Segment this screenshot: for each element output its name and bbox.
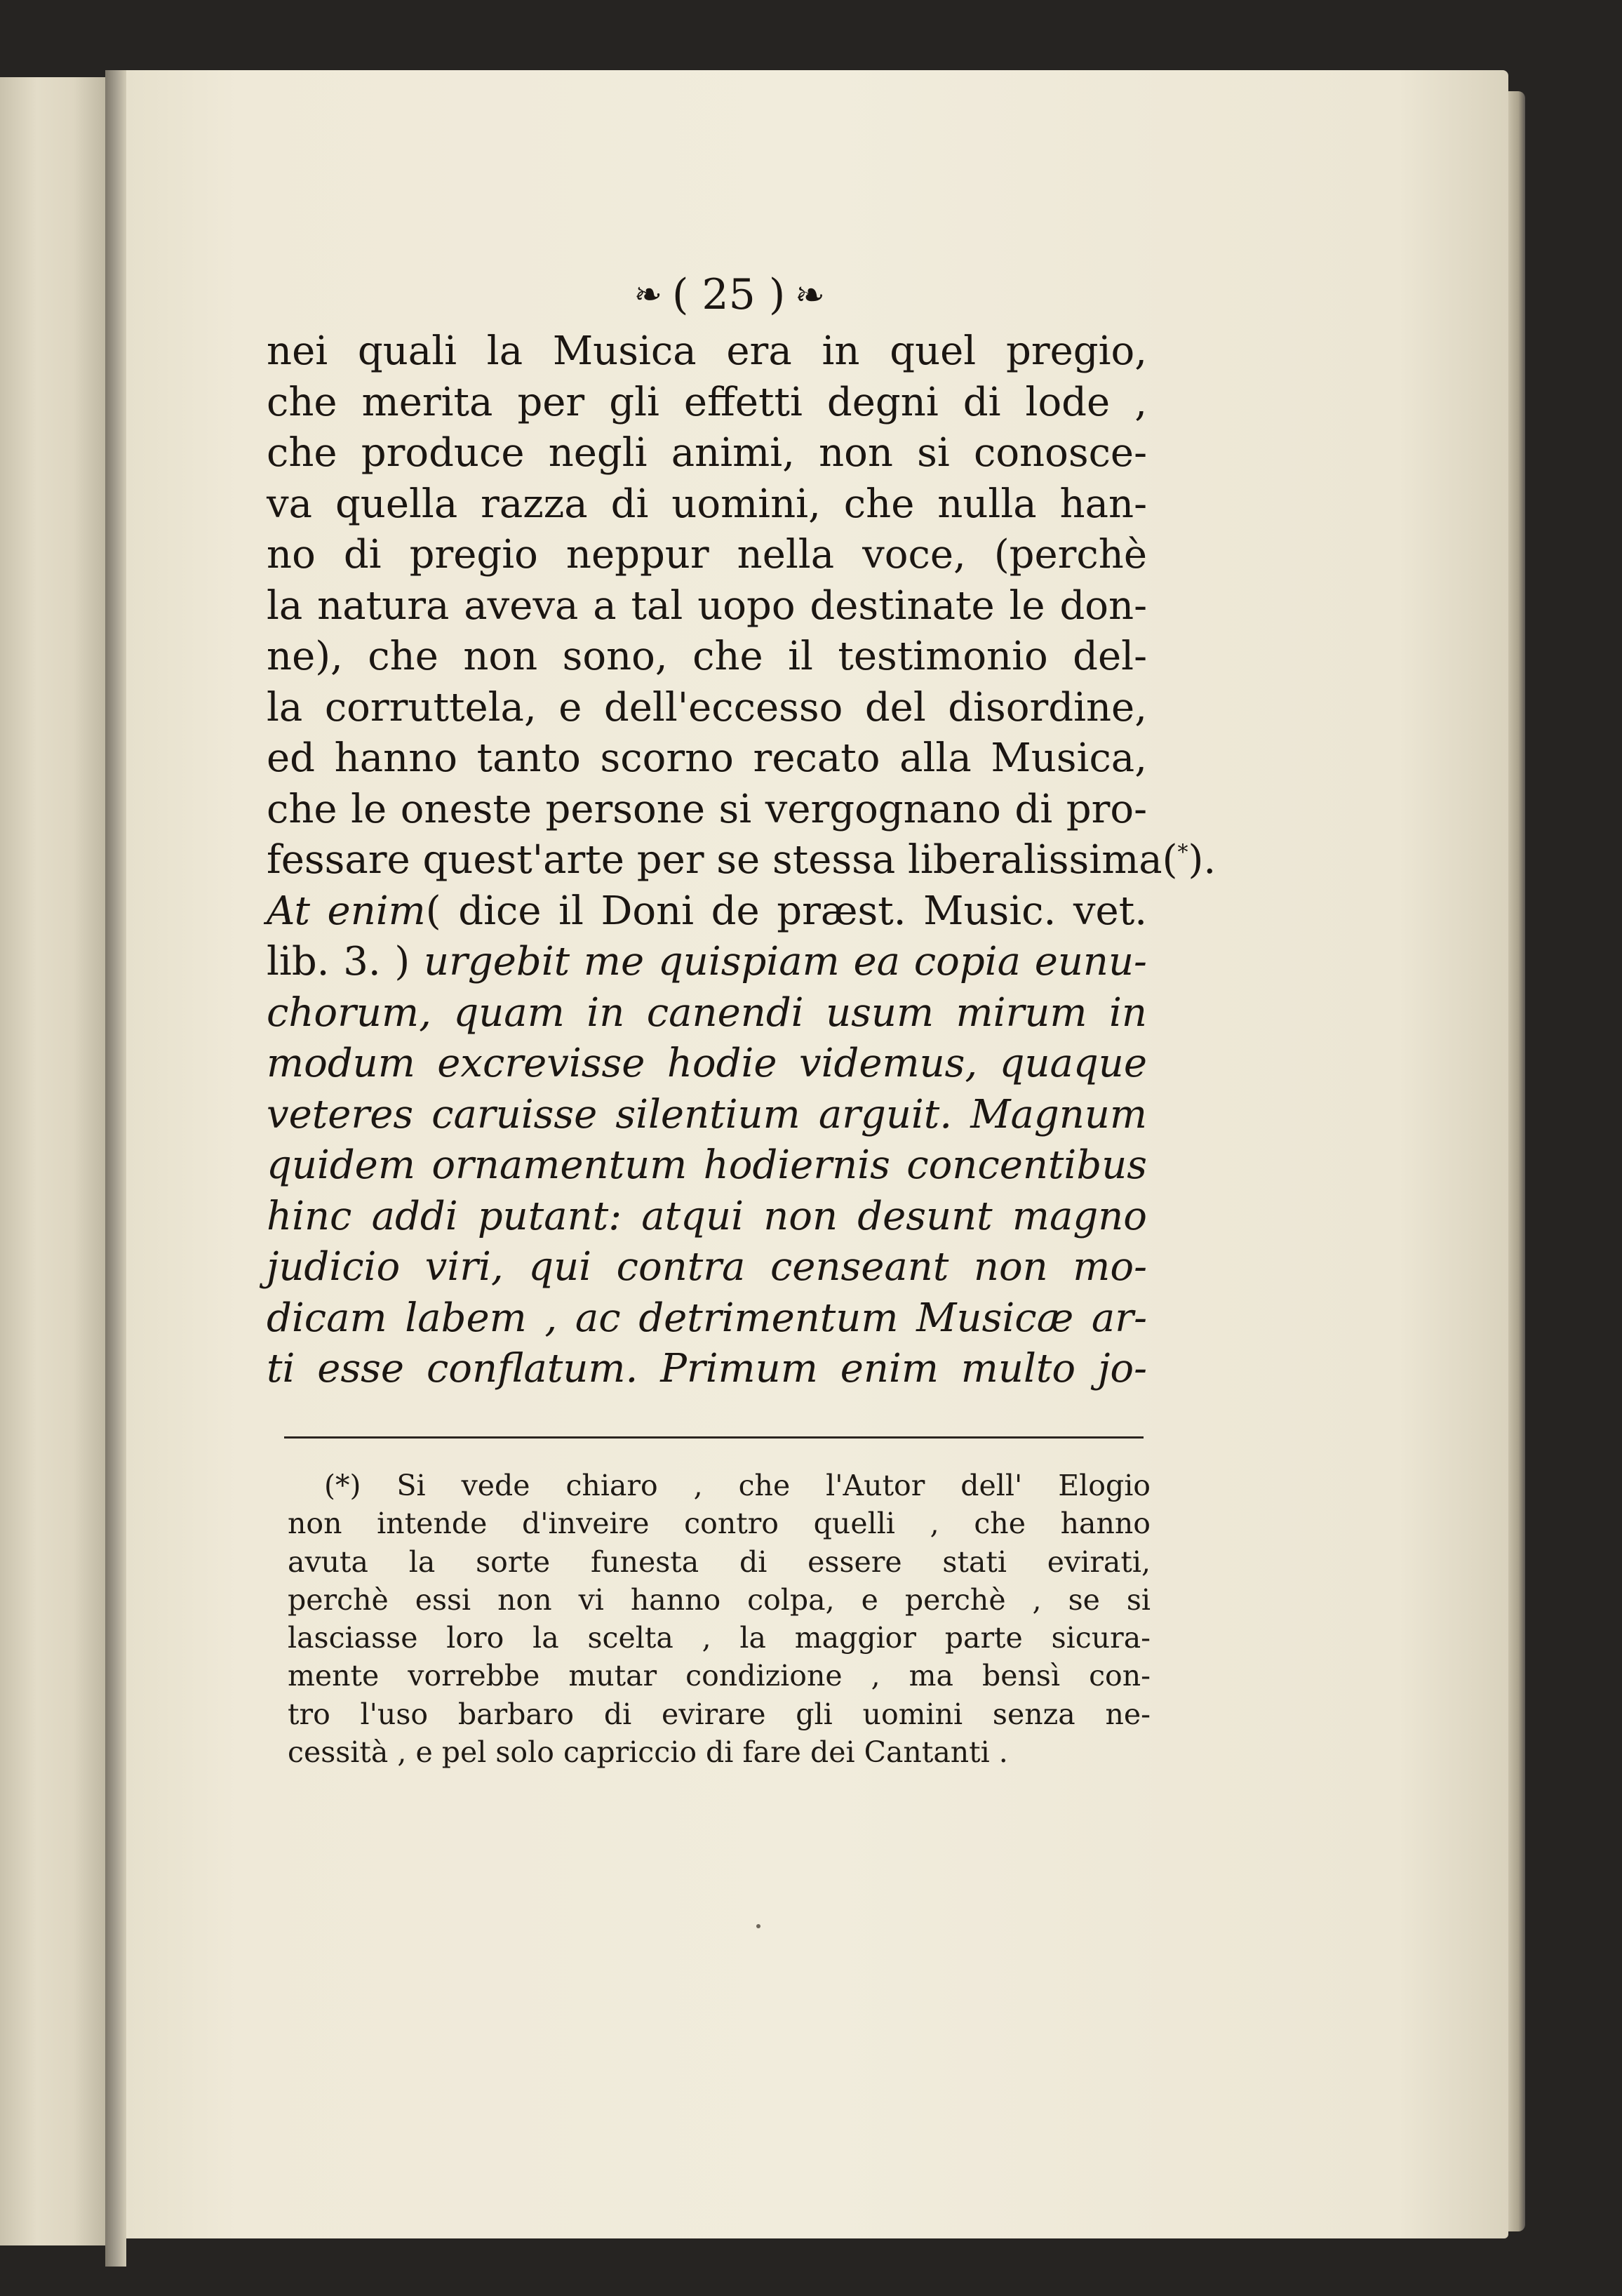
text-line: va quella razza di uomini, che nulla han- <box>267 481 1147 527</box>
italic-line: modum excrevisse hodie videmus, quaque <box>267 1041 1147 1086</box>
right-fleuron-icon: ☙ <box>795 275 826 314</box>
italic-segment: urgebit me quispiam ea copia eunu- <box>424 939 1147 985</box>
page-block-edge <box>1508 91 1525 2231</box>
text-line: nei quali la Musica era in quel pregio, <box>267 328 1147 374</box>
italic-line: veteres caruisse silentium arguit. Magnum <box>267 1091 1147 1137</box>
text-line: la corruttela, e dell'eccesso del disordine, <box>267 684 1147 730</box>
text-segment: ). <box>1188 837 1216 883</box>
main-text <box>267 326 1216 1395</box>
footnote-line: non intende d'inveire contro quelli , che hanno <box>288 1507 1151 1541</box>
text-line-citation <box>267 937 1147 988</box>
facing-page-edge <box>0 77 105 2245</box>
footnote-line: tro l'uso barbaro di evirare gli uomini senza ne- <box>288 1697 1151 1731</box>
footnote-line: lasciasse loro la scelta , la maggior parte sicura- <box>288 1621 1151 1655</box>
text-line: ed hanno tanto scorno recato alla Musica, <box>267 735 1147 781</box>
footnote-marker: * <box>1177 840 1188 865</box>
italic-line: chorum, quam in canendi usum mirum in <box>267 989 1147 1036</box>
text-line: no di pregio neppur nella voce, (perchè <box>267 532 1147 578</box>
book-gutter <box>105 70 126 2267</box>
italic-line: judicio viri, qui contra censeant non mo- <box>267 1244 1147 1290</box>
italic-line: quidem ornamentum hodiernis concentibus <box>267 1142 1147 1188</box>
page-number: ( 25 ) <box>671 270 786 319</box>
text-segment: fessare quest'arte per se stessa liberalissima( <box>267 837 1178 883</box>
italic-line: hinc addi putant: atqui non desunt magno <box>267 1193 1147 1239</box>
text-line: la natura aveva a tal uopo destinate le don- <box>267 582 1147 629</box>
footnote-line: perchè essi non vi hanno colpa, e perchè , se si <box>288 1582 1151 1617</box>
footnote-line: mente vorrebbe mutar condizione , ma bensì con- <box>288 1659 1151 1693</box>
footnote-line: avuta la sorte funesta di essere stati evirati, <box>288 1544 1151 1579</box>
footnote-line: cessità , e pel solo capriccio di fare dei Cantanti . <box>288 1735 1008 1770</box>
text-line: ne), che non sono, che il testimonio del- <box>267 634 1147 679</box>
footnote-block <box>288 1467 1151 1771</box>
italic-line: dicam labem , ac detrimentum Musicæ ar- <box>267 1295 1147 1341</box>
footnote-line: (*) Si vede chiaro , che l'Autor dell' Elogio <box>324 1469 1151 1502</box>
page-header <box>617 267 842 323</box>
paper-speck <box>756 1924 760 1928</box>
left-fleuron-icon: ❧ <box>634 275 662 314</box>
text-line: che produce negli animi, non si conosce- <box>267 430 1147 476</box>
italic-segment: At enim <box>267 888 426 934</box>
footnote-separator-rule <box>284 1436 1144 1439</box>
text-line-quote-start <box>267 886 1147 937</box>
text-line-footnote-ref <box>267 835 1216 886</box>
text-line: che merita per gli effetti degni di lode , <box>267 379 1147 425</box>
text-segment: lib. 3. ) <box>267 939 410 985</box>
text-line: che le oneste persone si vergognano di pro- <box>267 786 1147 832</box>
text-segment: ( dice il Doni de præst. Music. vet. <box>425 888 1148 934</box>
italic-line: ti esse conflatum. Primum enim multo jo- <box>267 1346 1147 1391</box>
